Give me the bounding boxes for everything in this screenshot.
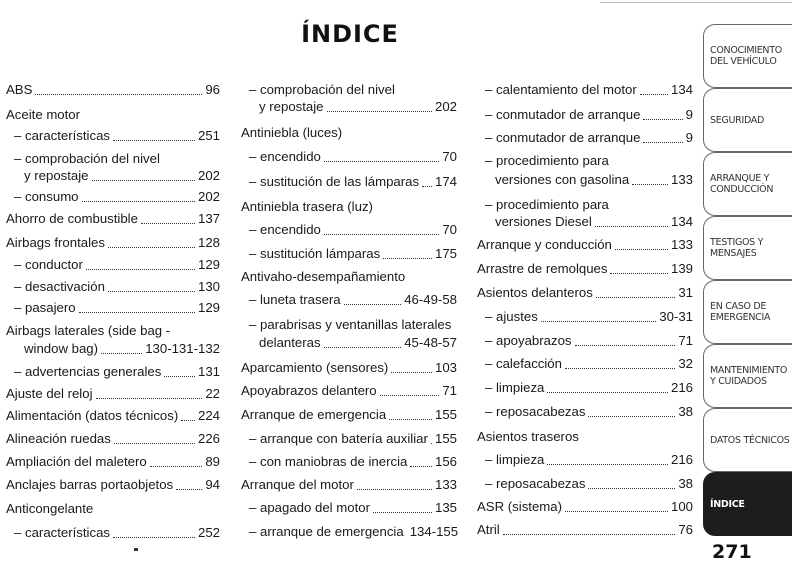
index-entry bbox=[241, 269, 457, 285]
entry-text: Antivaho-desempañamiento bbox=[241, 269, 406, 284]
entry-text: y repostaje bbox=[24, 168, 89, 183]
tab-ndice[interactable] bbox=[703, 472, 792, 536]
index-entry bbox=[6, 454, 220, 470]
index-entry bbox=[6, 323, 220, 339]
leader-dots bbox=[547, 381, 668, 393]
entry-text: – calentamiento del motor bbox=[485, 82, 637, 97]
entry-text: – sustitución lámparas bbox=[249, 246, 381, 261]
index-subentry bbox=[485, 197, 693, 213]
index-subentry bbox=[14, 189, 220, 205]
entry-page: 135 bbox=[434, 500, 457, 515]
entry-text: versiones con gasolina bbox=[495, 172, 630, 187]
leader-dots bbox=[324, 336, 402, 348]
leader-dots bbox=[547, 453, 668, 465]
leader-dots bbox=[615, 238, 668, 250]
entry-text: – ajustes bbox=[485, 309, 538, 324]
entry-text: Ajuste del reloj bbox=[6, 386, 93, 401]
entry-page: 175 bbox=[434, 246, 457, 261]
entry-text: – conductor bbox=[14, 257, 83, 272]
entry-page: 129 bbox=[197, 257, 220, 272]
entry-page: 103 bbox=[434, 360, 457, 375]
index-subentry bbox=[14, 525, 220, 541]
leader-dots bbox=[181, 409, 195, 421]
entry-text: – conmutador de arranque bbox=[485, 107, 641, 122]
index-subentry bbox=[485, 82, 693, 98]
entry-text: Alineación ruedas bbox=[6, 431, 111, 446]
entry-text: Asientos delanteros bbox=[477, 285, 593, 300]
tab-label: EN CASO DE EMERGENCIA bbox=[710, 301, 771, 323]
leader-dots bbox=[565, 357, 675, 369]
entry-page: 133 bbox=[670, 237, 693, 252]
index-subentry bbox=[485, 476, 693, 492]
leader-dots bbox=[92, 169, 195, 181]
page-number: 271 bbox=[712, 541, 752, 563]
index-subentry bbox=[249, 246, 457, 262]
leader-dots bbox=[113, 526, 195, 538]
leader-dots bbox=[35, 83, 202, 95]
leader-dots bbox=[643, 108, 682, 120]
leader-dots bbox=[588, 477, 675, 489]
entry-text: – apagado del motor bbox=[249, 500, 370, 515]
entry-text: Ampliación del maletero bbox=[6, 454, 147, 469]
index-entry bbox=[241, 383, 457, 399]
leader-dots bbox=[391, 361, 432, 373]
entry-page: 139 bbox=[670, 261, 693, 276]
entry-page: 156 bbox=[434, 454, 457, 469]
entry-text: Antiniebla trasera (luz) bbox=[241, 199, 373, 214]
index-subentry bbox=[249, 292, 457, 308]
entry-page: 38 bbox=[678, 404, 693, 419]
entry-page: 133 bbox=[670, 172, 693, 187]
leader-dots bbox=[595, 215, 668, 227]
entry-page: 226 bbox=[197, 431, 220, 446]
entry-page: 224 bbox=[197, 408, 220, 423]
leader-dots bbox=[588, 405, 675, 417]
entry-page: 128 bbox=[197, 235, 220, 250]
entry-page: 31 bbox=[678, 285, 693, 300]
leader-dots bbox=[410, 455, 432, 467]
index-entry bbox=[477, 522, 693, 538]
entry-text: – conmutador de arranque bbox=[485, 130, 641, 145]
entry-page: 22 bbox=[205, 386, 220, 401]
entry-text: Anticongelante bbox=[6, 501, 94, 516]
index-entry bbox=[477, 285, 693, 301]
index-subentry bbox=[24, 341, 220, 357]
leader-dots bbox=[596, 286, 675, 298]
tab-label: SEGURIDAD bbox=[710, 114, 765, 126]
entry-page: 216 bbox=[670, 452, 693, 467]
entry-text: – luneta trasera bbox=[249, 292, 341, 307]
entry-text: – limpieza bbox=[485, 452, 545, 467]
leader-dots bbox=[101, 342, 142, 354]
index-subentry bbox=[14, 128, 220, 144]
index-column-3 bbox=[477, 0, 699, 584]
index-entry bbox=[6, 211, 220, 227]
entry-text: – procedimiento para bbox=[485, 197, 609, 212]
entry-page: 76 bbox=[678, 522, 693, 537]
index-entry bbox=[241, 199, 457, 215]
entry-page: 216 bbox=[670, 380, 693, 395]
entry-text: y repostaje bbox=[259, 99, 324, 114]
index-entry bbox=[6, 501, 220, 517]
entry-text: – con maniobras de inercia bbox=[249, 454, 408, 469]
index-subentry bbox=[485, 309, 693, 325]
entry-page: 129 bbox=[197, 300, 220, 315]
entry-page: 38 bbox=[678, 476, 693, 491]
index-subentry bbox=[485, 130, 693, 146]
entry-text: – pasajero bbox=[14, 300, 76, 315]
entry-page: 174 bbox=[434, 174, 457, 189]
leader-dots bbox=[113, 129, 195, 141]
tab-label: CONOCIMIENTO DEL VEHÍCULO bbox=[710, 45, 782, 67]
leader-dots bbox=[108, 280, 195, 292]
entry-page: 71 bbox=[678, 333, 693, 348]
leader-dots bbox=[79, 301, 195, 313]
entry-page: 130-131-132 bbox=[145, 341, 220, 356]
entry-text: Airbags frontales bbox=[6, 235, 105, 250]
index-entry bbox=[477, 261, 693, 277]
index-column-2 bbox=[241, 0, 463, 584]
index-entry bbox=[6, 386, 220, 402]
entry-text: – arranque con batería auxiliar bbox=[249, 431, 428, 446]
index-entry bbox=[241, 477, 457, 493]
index-entry bbox=[6, 431, 220, 447]
tab-label: MANTENIMIENTO Y CUIDADOS bbox=[710, 365, 788, 387]
entry-page: 89 bbox=[205, 454, 220, 469]
entry-text: – sustitución de las lámparas bbox=[249, 174, 420, 189]
entry-text: ASR (sistema) bbox=[477, 499, 562, 514]
index-subentry bbox=[495, 214, 693, 230]
leader-dots bbox=[565, 500, 668, 512]
index-subentry bbox=[249, 222, 457, 238]
tab-conocimiento-del-veh-culo[interactable] bbox=[703, 24, 792, 88]
entry-text: – encendido bbox=[249, 222, 321, 237]
entry-page: 202 bbox=[197, 189, 220, 204]
leader-dots bbox=[373, 501, 432, 513]
index-subentry bbox=[249, 524, 457, 540]
entry-page: 70 bbox=[442, 149, 457, 164]
entry-page: 71 bbox=[442, 383, 457, 398]
entry-text: Asientos traseros bbox=[477, 429, 579, 444]
entry-page: 134 bbox=[670, 214, 693, 229]
index-subentry bbox=[485, 404, 693, 420]
entry-text: – reposacabezas bbox=[485, 404, 586, 419]
index-subentry bbox=[485, 333, 693, 349]
index-subentry bbox=[14, 364, 220, 380]
leader-dots bbox=[575, 334, 676, 346]
leader-dots bbox=[422, 175, 432, 187]
entry-text: Atril bbox=[477, 522, 500, 537]
leader-dots bbox=[82, 190, 195, 202]
index-column-1 bbox=[6, 0, 228, 584]
entry-page: 130 bbox=[197, 279, 220, 294]
entry-page: 96 bbox=[205, 82, 220, 97]
entry-text: – arranque de emergencia bbox=[249, 524, 404, 539]
leader-dots bbox=[503, 523, 676, 535]
entry-text: Arranque y conducción bbox=[477, 237, 612, 252]
index-entry bbox=[241, 407, 457, 423]
index-subentry bbox=[485, 356, 693, 372]
index-subentry bbox=[249, 82, 457, 98]
entry-text: – comprobación del nivel bbox=[249, 82, 395, 97]
entry-page: 94 bbox=[205, 477, 220, 492]
tab-en-caso-de-emergencia[interactable] bbox=[703, 280, 792, 344]
index-subentry bbox=[249, 149, 457, 165]
index-entry bbox=[6, 477, 220, 493]
leader-dots bbox=[108, 236, 195, 248]
entry-text: Arranque del motor bbox=[241, 477, 354, 492]
tab-arranque-y-conducci-n[interactable] bbox=[703, 152, 792, 216]
index-entry bbox=[241, 360, 457, 376]
leader-dots bbox=[86, 258, 195, 270]
leader-dots bbox=[176, 478, 202, 490]
index-subentry bbox=[485, 153, 693, 169]
index-subentry bbox=[249, 431, 457, 447]
entry-page: 155 bbox=[434, 407, 457, 422]
entry-text: Ahorro de combustible bbox=[6, 211, 138, 226]
entry-text: Anclajes barras portaobjetos bbox=[6, 477, 174, 492]
tab-label: ÍNDICE bbox=[710, 498, 745, 510]
tab-label: DATOS TÉCNICOS bbox=[710, 434, 790, 446]
index-subentry bbox=[259, 335, 457, 351]
leader-dots bbox=[632, 173, 668, 185]
index-subentry bbox=[259, 99, 457, 115]
index-subentry bbox=[485, 380, 693, 396]
leader-dots bbox=[643, 131, 682, 143]
index-subentry bbox=[14, 300, 220, 316]
entry-text: – parabrisas y ventanillas laterales bbox=[249, 317, 452, 332]
leader-dots bbox=[327, 100, 432, 112]
entry-page: 32 bbox=[678, 356, 693, 371]
entry-text: – encendido bbox=[249, 149, 321, 164]
leader-dots bbox=[114, 432, 195, 444]
entry-text: delanteras bbox=[259, 335, 321, 350]
entry-page: 251 bbox=[197, 128, 220, 143]
entry-text: Arranque de emergencia bbox=[241, 407, 387, 422]
entry-page: 252 bbox=[197, 525, 220, 540]
entry-text: Antiniebla (luces) bbox=[241, 125, 343, 140]
entry-page: 9 bbox=[685, 107, 693, 122]
index-entry bbox=[6, 408, 220, 424]
leader-dots bbox=[324, 150, 439, 162]
index-entry bbox=[6, 107, 220, 123]
print-mark bbox=[134, 548, 138, 551]
entry-text: ABS bbox=[6, 82, 33, 97]
entry-page: 202 bbox=[434, 99, 457, 114]
entry-page: 137 bbox=[197, 211, 220, 226]
entry-page: 131 bbox=[197, 364, 220, 379]
index-subentry bbox=[14, 257, 220, 273]
entry-page: 202 bbox=[197, 168, 220, 183]
leader-dots bbox=[141, 212, 195, 224]
leader-dots bbox=[150, 455, 203, 467]
entry-page: 30-31 bbox=[659, 309, 693, 324]
tab-datos-t-cnicos[interactable] bbox=[703, 408, 792, 472]
entry-text: – procedimiento para bbox=[485, 153, 609, 168]
entry-text: Airbags laterales (side bag - bbox=[6, 323, 171, 338]
entry-text: – comprobación del nivel bbox=[14, 151, 160, 166]
index-subentry bbox=[249, 174, 457, 190]
leader-dots bbox=[357, 478, 432, 490]
entry-text: – reposacabezas bbox=[485, 476, 586, 491]
leader-dots bbox=[344, 293, 402, 305]
leader-dots bbox=[610, 262, 668, 274]
entry-text: versiones Diesel bbox=[495, 214, 592, 229]
entry-page: 133 bbox=[434, 477, 457, 492]
entry-text: – características bbox=[14, 525, 111, 540]
index-subentry bbox=[249, 500, 457, 516]
index-entry bbox=[6, 82, 220, 98]
entry-text: Apoyabrazos delantero bbox=[241, 383, 377, 398]
index-subentry bbox=[249, 454, 457, 470]
entry-text: – características bbox=[14, 128, 111, 143]
entry-text: Alimentación (datos técnicos) bbox=[6, 408, 179, 423]
entry-page: 134 bbox=[670, 82, 693, 97]
tab-mantenimiento-y-cuidados[interactable] bbox=[703, 344, 792, 408]
index-entry bbox=[477, 499, 693, 515]
page-title: ÍNDICE bbox=[301, 20, 399, 48]
entry-text: – calefacción bbox=[485, 356, 562, 371]
leader-dots bbox=[541, 310, 656, 322]
index-entry bbox=[477, 429, 693, 445]
tab-label: ARRANQUE Y CONDUCCIÓN bbox=[710, 173, 774, 195]
entry-text: Aceite motor bbox=[6, 107, 81, 122]
entry-text: Aparcamiento (sensores) bbox=[241, 360, 389, 375]
leader-dots bbox=[389, 408, 432, 420]
leader-dots bbox=[431, 432, 432, 444]
index-subentry bbox=[24, 168, 220, 184]
index-entry bbox=[241, 125, 457, 141]
entry-page: 45-48-57 bbox=[404, 335, 457, 350]
tab-label: TESTIGOS Y MENSAJES bbox=[710, 237, 764, 259]
entry-page: 46-49-58 bbox=[404, 292, 457, 307]
entry-page: 134-155 bbox=[409, 524, 459, 539]
index-subentry bbox=[14, 151, 220, 167]
index-entry bbox=[6, 235, 220, 251]
leader-dots bbox=[324, 223, 439, 235]
entry-text: – advertencias generales bbox=[14, 364, 162, 379]
leader-dots bbox=[380, 384, 440, 396]
index-subentry bbox=[14, 279, 220, 295]
leader-dots bbox=[164, 365, 195, 377]
entry-page: 9 bbox=[685, 130, 693, 145]
entry-text: – limpieza bbox=[485, 380, 545, 395]
tab-seguridad[interactable] bbox=[703, 88, 792, 152]
index-subentry bbox=[485, 452, 693, 468]
index-subentry bbox=[495, 172, 693, 188]
entry-text: – consumo bbox=[14, 189, 79, 204]
leader-dots bbox=[383, 247, 432, 259]
entry-text: window bag) bbox=[24, 341, 99, 356]
index-subentry bbox=[485, 107, 693, 123]
entry-text: Arrastre de remolques bbox=[477, 261, 608, 276]
entry-page: 100 bbox=[670, 499, 693, 514]
leader-dots bbox=[96, 387, 203, 399]
index-entry bbox=[477, 237, 693, 253]
leader-dots bbox=[640, 83, 668, 95]
entry-text: – apoyabrazos bbox=[485, 333, 572, 348]
entry-page: 70 bbox=[442, 222, 457, 237]
tab-testigos-y-mensajes[interactable] bbox=[703, 216, 792, 280]
entry-text: – desactivación bbox=[14, 279, 105, 294]
entry-page: 155 bbox=[434, 431, 457, 446]
index-subentry bbox=[249, 317, 457, 333]
